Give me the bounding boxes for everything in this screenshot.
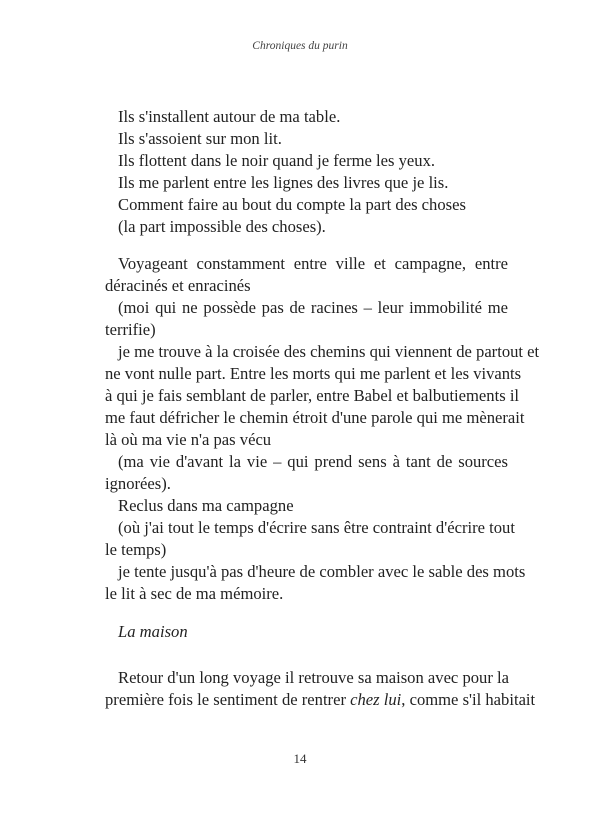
text-line: (où j'ai tout le temps d'écrire sans être contraint d'écrire tout (118, 518, 515, 537)
text-line: (moi qui ne possède pas de racines – leur immobilité me (118, 298, 508, 317)
text-line: Ils s'installent autour de ma table. (118, 107, 341, 126)
text-line: le lit à sec de ma mémoire. (105, 584, 284, 603)
text-line: ne vont nulle part. Entre les morts qui me parlent et les vivants (105, 364, 522, 383)
text-line: là où ma vie n'a pas vécu (105, 430, 272, 449)
text-line: je me trouve à la croisée des chemins qui viennent de partout et (118, 342, 540, 361)
text-line: je tente jusqu'à pas d'heure de combler avec le sable des mots (118, 562, 526, 581)
text-line: le temps) (105, 540, 167, 559)
text-line: Comment faire au bout du compte la part des choses (118, 195, 466, 214)
text-line: terrifie) (105, 320, 156, 339)
text-line: à qui je fais semblant de parler, entre Babel et balbutiements il (105, 386, 520, 405)
emphasis: chez lui (350, 690, 402, 709)
text-line: Ils me parlent entre les lignes des livres que je lis. (118, 173, 449, 192)
text-line: Retour d'un long voyage il retrouve sa maison avec pour la (118, 668, 509, 687)
page-number: 14 (293, 751, 307, 766)
section-title: La maison (118, 622, 188, 641)
text-line: Ils s'assoient sur mon lit. (118, 129, 282, 148)
text-line: (la part impossible des choses). (118, 217, 326, 236)
text-line: (ma vie d'avant la vie – qui prend sens à tant de sources (118, 452, 508, 471)
text-line: Voyageant constamment entre ville et campagne, entre (118, 254, 508, 273)
text-line: Ils flottent dans le noir quand je ferme les yeux. (118, 151, 436, 170)
text-line: déracinés et enracinés (105, 276, 251, 295)
text-line: ignorées). (105, 474, 171, 493)
text-line (105, 689, 536, 711)
text-segment: , comme s'il habitait (401, 690, 536, 709)
text-line: Reclus dans ma campagne (118, 496, 294, 515)
text-line: me faut défricher le chemin étroit d'une parole qui me mènerait (105, 408, 525, 427)
running-head: Chroniques du purin (252, 40, 348, 52)
text-segment: première fois le sentiment de rentrer (105, 690, 351, 709)
